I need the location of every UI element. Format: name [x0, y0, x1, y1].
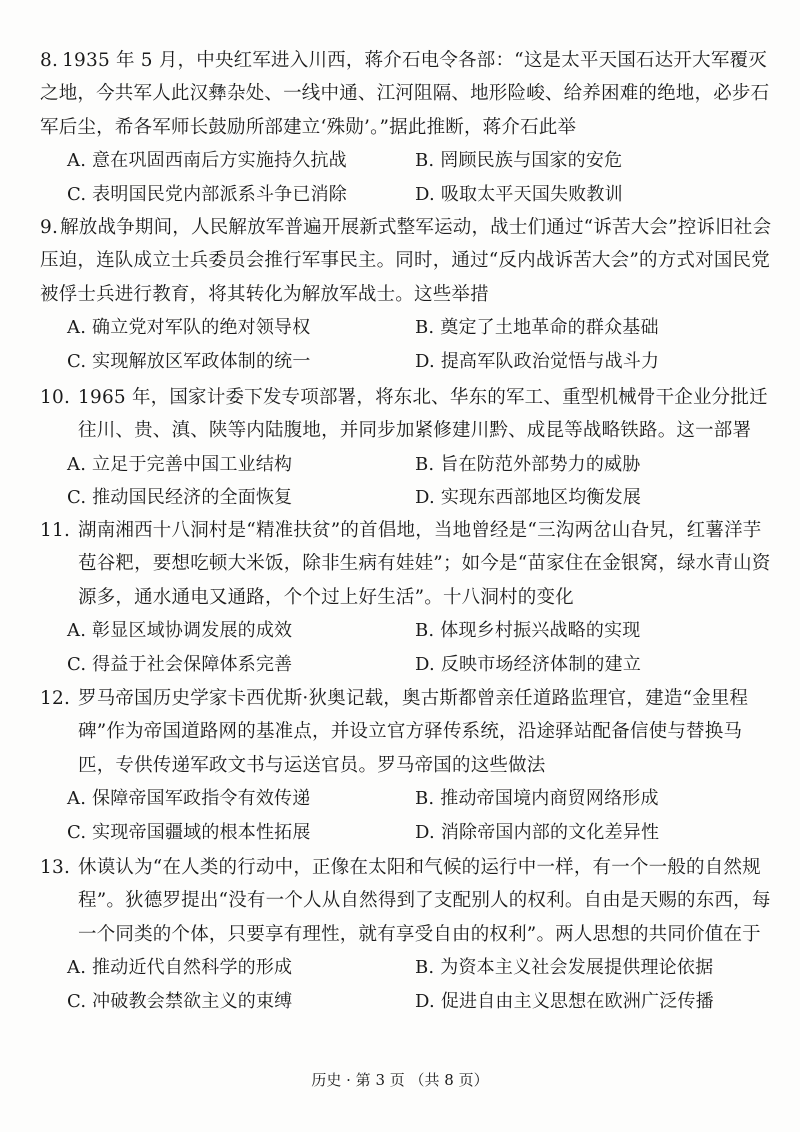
option-b: B. 为资本主义社会发展提供理论依据 — [415, 957, 714, 979]
question-stem — [40, 851, 775, 951]
option-d: D. 提高军队政治觉悟与战斗力 — [415, 350, 660, 372]
option-c: C. 实现解放区军政体制的统一 — [67, 350, 311, 372]
question-11 — [40, 514, 775, 681]
option-a: A. 彰显区域协调发展的成效 — [67, 620, 293, 642]
answer-options — [40, 782, 775, 849]
question-stem — [40, 682, 775, 782]
question-text: 1965 年，国家计委下发专项部署，将东北、华东的军工、重型机械骨干企业分批迁往川、贵、滇、陕等内陆腹地，并同步加紧修建川黔、成昆等战略铁路。这一部署 — [78, 387, 768, 442]
option-d: D. 消除帝国内部的文化差异性 — [415, 821, 660, 843]
option-d: D. 促进自由主义思想在欧洲广泛传播 — [415, 990, 714, 1012]
option-a: A. 确立党对军队的绝对领导权 — [67, 317, 311, 339]
question-text: 罗马帝国历史学家卡西优斯·狄奥记载，奥古斯都曾亲任道路监理官，建造“金里程碑”作为帝国道路网的基准点，并设立官方驿传系统，沿途驿站配备信使与替换马匹，专供传递军政文书与运送官员。罗马帝国的这些做法 — [78, 688, 749, 776]
answer-options — [40, 614, 775, 681]
option-c: C. 冲破教会禁欲主义的束缚 — [67, 990, 293, 1012]
answer-options — [40, 448, 775, 515]
answer-options — [40, 144, 775, 211]
option-b: B. 体现乡村振兴战略的实现 — [415, 620, 641, 642]
question-text: 休谟认为“在人类的行动中，正像在太阳和气候的运行中一样，有一个一般的自然规程”。狄德罗提出“没有一个人从自然得到了支配别人的权利。自由是天赐的东西，每一个同类的个体，只要享有理性，就有享受自由的权利”。两人思想的共同价值在于 — [78, 857, 771, 945]
question-text: 1935 年 5 月，中央红军进入川西，蒋介石电令各部：“这是太平天国石达开大军覆灭之地，今共军人此汉彝杂处、一线中通、江河阻隔、地形险峻、给养困难的绝地，必步石军后尘，希各军师长鼓励所部建立‘殊勋’。”据此推断，蒋介石此举 — [40, 50, 770, 138]
question-stem — [40, 44, 775, 144]
option-a: A. 意在巩固西南后方实施持久抗战 — [67, 150, 347, 172]
question-number: 8. — [40, 50, 59, 71]
question-number: 12. — [40, 688, 71, 709]
question-13 — [40, 851, 775, 1018]
question-number: 9. — [40, 217, 59, 238]
option-a: A. 保障帝国军政指令有效传递 — [67, 788, 311, 810]
question-text: 解放战争期间，人民解放军普遍开展新式整军运动，战士们通过“诉苦大会”控诉旧社会压迫，连队成立士兵委员会推行军事民主。同时，通过“反内战诉苦大会”的方式对国民党被俘士兵进行教育，将其转化为解放军战士。这些举措 — [40, 217, 772, 305]
question-8 — [40, 44, 775, 211]
page-footer: 历史 · 第 3 页 （共 8 页） — [311, 1071, 489, 1089]
option-b: B. 奠定了土地革命的群众基础 — [415, 317, 659, 339]
question-stem — [40, 211, 775, 311]
question-text: 湖南湘西十八洞村是“精准扶贫”的首倡地，当地曾经是“三沟两岔山旮旯，红薯洋芋苞谷粑，要想吃顿大米饭，除非生病有娃娃”；如今是“苗家住在金银窝，绿水青山资源多，通水通电又通路，个个过上好生活”。十八洞村的变化 — [78, 520, 771, 608]
option-c: C. 得益于社会保障体系完善 — [67, 653, 293, 675]
question-stem — [40, 514, 775, 614]
question-10 — [40, 381, 775, 515]
option-d: D. 实现东西部地区均衡发展 — [415, 487, 642, 509]
option-c: C. 推动国民经济的全面恢复 — [67, 487, 293, 509]
question-9 — [40, 211, 775, 378]
question-number: 13. — [40, 857, 71, 878]
option-b: B. 旨在防范外部势力的威胁 — [415, 453, 641, 475]
option-c: C. 实现帝国疆域的根本性拓展 — [67, 821, 311, 843]
option-d: D. 反映市场经济体制的建立 — [415, 653, 642, 675]
option-d: D. 吸取太平天国失败教训 — [415, 183, 623, 205]
option-b: B. 推动帝国境内商贸网络形成 — [415, 788, 659, 810]
answer-options — [40, 951, 775, 1018]
question-stem — [40, 381, 775, 448]
question-number: 11. — [40, 520, 71, 541]
option-a: A. 立足于完善中国工业结构 — [67, 453, 293, 475]
question-12 — [40, 682, 775, 849]
option-b: B. 罔顾民族与国家的安危 — [415, 150, 623, 172]
answer-options — [40, 311, 775, 378]
question-number: 10. — [40, 387, 71, 408]
option-a: A. 推动近代自然科学的形成 — [67, 957, 293, 979]
option-c: C. 表明国民党内部派系斗争已消除 — [67, 183, 347, 205]
